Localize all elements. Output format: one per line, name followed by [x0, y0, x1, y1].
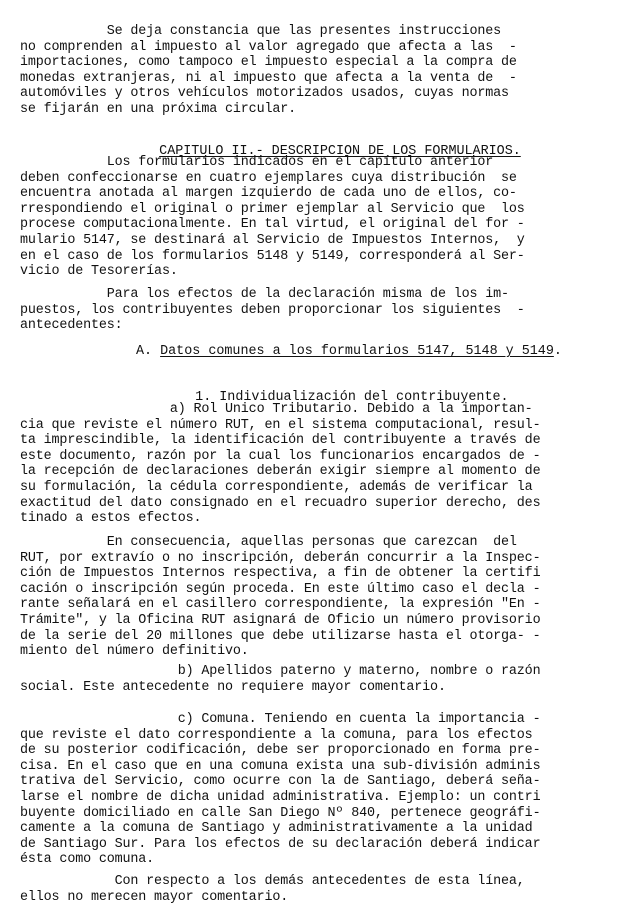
text-line: social. Este antecedente no requiere mayor comentario.: [20, 679, 446, 695]
text-line: monedas extranjeras, ni al impuesto que afecta a la venta de -: [20, 70, 517, 86]
section-a-heading: [136, 344, 562, 360]
text-line: En consecuencia, aquellas personas que carezcan del: [20, 535, 517, 550]
paragraph-exclusions: [20, 24, 614, 118]
text-line: encuentra anotada al margen izquierdo de cada uno de ellos, co-: [20, 186, 517, 202]
text-line: miento del número definitivo.: [20, 644, 249, 660]
text-line: b) Apellidos paterno y materno, nombre o razón: [20, 664, 541, 679]
section-a-title: Datos comunes a los formularios 5147, 5148 y 5149: [160, 344, 554, 359]
text-line: Para los efectos de la declaración misma de los im-: [20, 287, 509, 302]
paragraph-comuna: [20, 712, 614, 868]
section-a-suffix: .: [553, 344, 562, 359]
paragraph-declaration-intro: [20, 287, 614, 334]
text-line: larse el nombre de dicha unidad administrativa. Ejemplo: un contri: [20, 789, 541, 805]
text-line: que reviste el dato correspondiente a la comuna, para los efectos: [20, 727, 533, 743]
text-line: exactitud del dato consignado en el recuadro superior derecho, des: [20, 495, 541, 511]
paragraph-rut: [20, 402, 614, 527]
text-line: antecedentes:: [20, 318, 123, 334]
text-line: Trámite", y la Oficina RUT asignará de Oficio un número provisorio: [20, 612, 541, 628]
text-line: cisa. En el caso que en una comuna exista una sub-división adminis: [20, 758, 541, 774]
text-line: Los formularios indicados en el capítulo anterior: [20, 155, 494, 170]
text-line: deben confeccionarse en cuatro ejemplares cuya distribución se: [20, 170, 517, 186]
text-line: la recepción de declaraciones deberán exigir siempre al momento de: [20, 464, 541, 480]
text-line: rrespondiendo el original o primer ejemplar al Servicio que los: [20, 201, 525, 217]
text-line: en el caso de los formularios 5148 y 5149, corresponderá al Ser-: [20, 248, 525, 264]
text-line: se fijarán en una próxima circular.: [20, 101, 296, 117]
text-line: Se deja constancia que las presentes instrucciones: [20, 24, 502, 39]
text-line: a) Rol Unico Tributario. Debido a la importan-: [20, 402, 533, 417]
text-line: procese computacionalmente. En tal virtud, el original del for -: [20, 217, 525, 233]
text-line: camente a la comuna de Santiago y administrativamente a la unidad: [20, 821, 533, 837]
text-line: no comprenden al impuesto al valor agregado que afecta a las -: [20, 39, 517, 55]
text-line: cia que reviste el número RUT, en el sistema computacional, resul-: [20, 417, 541, 433]
item-1-title: 1. Individualización del contribuyente.: [195, 389, 509, 405]
text-line: buyente domiciliado en calle San Diego Nº 840, pertenece geográfi-: [20, 805, 541, 821]
text-line: tinado a estos efectos.: [20, 511, 202, 527]
text-line: puestos, los contribuyentes deben proporcionar los siguientes -: [20, 302, 525, 318]
text-line: ellos no merecen mayor comentario.: [20, 889, 289, 905]
paragraph-surnames: [20, 664, 614, 695]
text-line: trativa del Servicio, como ocurre con la de Santiago, deberá seña-: [20, 774, 541, 790]
chapter-title: CAPITULO II.- DESCRIPCION DE LOS FORMULARIOS.: [159, 143, 521, 159]
text-line: automóviles y otros vehículos motorizados usados, cuyas normas: [20, 86, 509, 102]
text-line: c) Comuna. Teniendo en cuenta la importancia -: [20, 712, 541, 727]
text-line: rante señalará en el casillero correspondiente, la expresión "En -: [20, 597, 541, 613]
text-line: de la serie del 20 millones que debe utilizarse hasta el otorga- -: [20, 628, 541, 644]
text-line: mulario 5147, se destinará al Servicio de Impuestos Internos, y: [20, 232, 525, 248]
text-line: ésta como comuna.: [20, 852, 155, 868]
text-line: importaciones, como tampoco el impuesto especial a la compra de: [20, 55, 517, 71]
text-line: este documento, razón por la cual los funcionarios encargados de -: [20, 448, 541, 464]
text-line: de su posterior codificación, debe ser proporcionado en forma pre-: [20, 743, 541, 759]
paragraph-form-copies: [20, 155, 614, 280]
text-line: cación o inscripción según proceda. En este último caso el decla -: [20, 581, 541, 597]
text-line: vicio de Tesorerías.: [20, 264, 178, 280]
paragraph-consequence: [20, 535, 614, 660]
text-line: su formulación, la cédula correspondiente, además de verificar la: [20, 479, 533, 495]
text-line: de Santiago Sur. Para los efectos de su declaración deberá indicar: [20, 836, 541, 852]
text-line: Con respecto a los demás antecedentes de esta línea,: [20, 874, 525, 889]
text-line: ta imprescindible, la identificación del contribuyente a través de: [20, 433, 541, 449]
text-line: RUT, por extravío o no inscripción, deberán concurrir a la Inspec-: [20, 550, 541, 566]
text-line: ción de Impuestos Internos respectiva, a fin de obtener la certifi: [20, 566, 541, 582]
section-a-prefix: A.: [136, 344, 161, 359]
paragraph-other-data: [20, 874, 614, 905]
